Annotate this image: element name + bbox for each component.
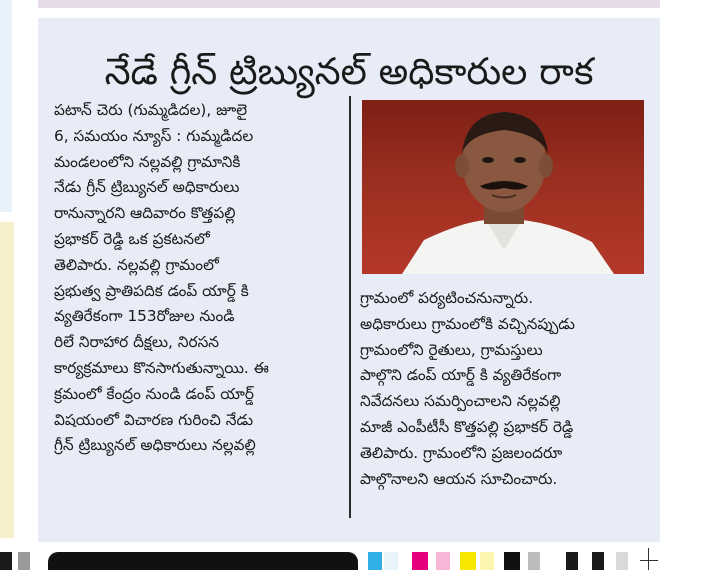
crop-mark (648, 548, 649, 570)
body-line: ప్రభుత్వ ప్రాతిపదిక డంప్ యార్డ్ కి (54, 281, 249, 300)
registration-swatch (18, 552, 30, 570)
registration-swatch (412, 552, 428, 570)
body-line: కార్యక్రమాలు కొనసాగుతున్నాయి. ఈ (54, 358, 269, 377)
registration-swatch (566, 552, 578, 570)
adjacent-column-strip-bottom (0, 222, 14, 538)
body-line: తెలిపారు. నల్లవల్లి గ్రామంలో (54, 255, 219, 274)
body-line: నివేదనలు సమర్పించాలని నల్లవల్లి (360, 392, 561, 411)
body-line: క్రమంలో కేంద్రం నుండి డంప్ యార్డ్ (54, 384, 254, 403)
body-line: గ్రీన్ ట్రిబ్యునల్ అధికారులు నల్లవల్లి (54, 436, 256, 455)
article-body-right-column (360, 286, 648, 492)
portrait-illustration (362, 100, 644, 274)
news-article (38, 18, 660, 542)
registration-swatch (368, 552, 382, 570)
registration-swatch (436, 552, 450, 570)
print-registration-bar (0, 548, 702, 572)
registration-swatch (0, 552, 12, 570)
body-line: గ్రామంలో పర్యటించనున్నారు. (360, 289, 534, 307)
body-line: మాజీ ఎంపీటీసీ కొత్తపల్లి ప్రభాకర్ రెడ్డి (360, 417, 574, 436)
article-headline: నేడే గ్రీన్ ట్రిబ్యునల్ అధికారుల రాక (104, 50, 594, 93)
body-line: వ్యతిరేకంగా 153రోజుల నుండి (54, 307, 235, 326)
registration-swatch (504, 552, 520, 570)
crop-mark (640, 560, 658, 561)
body-line: అధికారులు గ్రామంలోకి వచ్చినప్పుడు (360, 314, 575, 333)
body-line: పాల్గొనాలని ఆయన సూచించారు. (360, 469, 558, 488)
registration-swatch (384, 552, 398, 570)
body-line: పటాన్ చెరు (గుమ్మడిదల), జూలై (54, 101, 248, 119)
body-line: పాల్గొని డంప్ యార్డ్ కి వ్యతిరేకంగా (360, 366, 562, 385)
registration-swatch (480, 552, 494, 570)
body-line: 6, సమయం న్యూస్ : గుమ్మడిదల (54, 126, 254, 145)
registration-swatch (460, 552, 476, 570)
article-photo (362, 100, 644, 274)
column-divider (349, 96, 351, 518)
body-line: ప్రభాకర్ రెడ్డి ఒక ప్రకటనలో (54, 229, 210, 248)
body-line: నేడు గ్రీన్ ట్రిబ్యునల్ అధికారులు (54, 178, 240, 197)
body-line: రిలే నిరాహార దీక్షలు, నిరసన (54, 333, 220, 352)
registration-swatch (528, 552, 540, 570)
body-line: మండలంలోని నల్లవల్లి గ్రామానికి (54, 152, 241, 171)
body-line: తెలిపారు. గ్రామంలోని ప్రజలందరూ (360, 443, 563, 462)
adjacent-column-strip-top (0, 0, 12, 212)
body-line: గ్రామంలోని రైతులు, గ్రామస్తులు (360, 340, 543, 359)
registration-swatch (48, 552, 358, 570)
body-line: రానున్నారని ఆదివారం కొత్తపల్లి (54, 204, 236, 223)
registration-swatch (616, 552, 628, 570)
article-body-left-column (54, 98, 344, 459)
registration-swatch (592, 552, 604, 570)
previous-article-band (38, 0, 660, 8)
body-line: విషయంలో విచారణ గురించి నేడు (54, 410, 254, 429)
